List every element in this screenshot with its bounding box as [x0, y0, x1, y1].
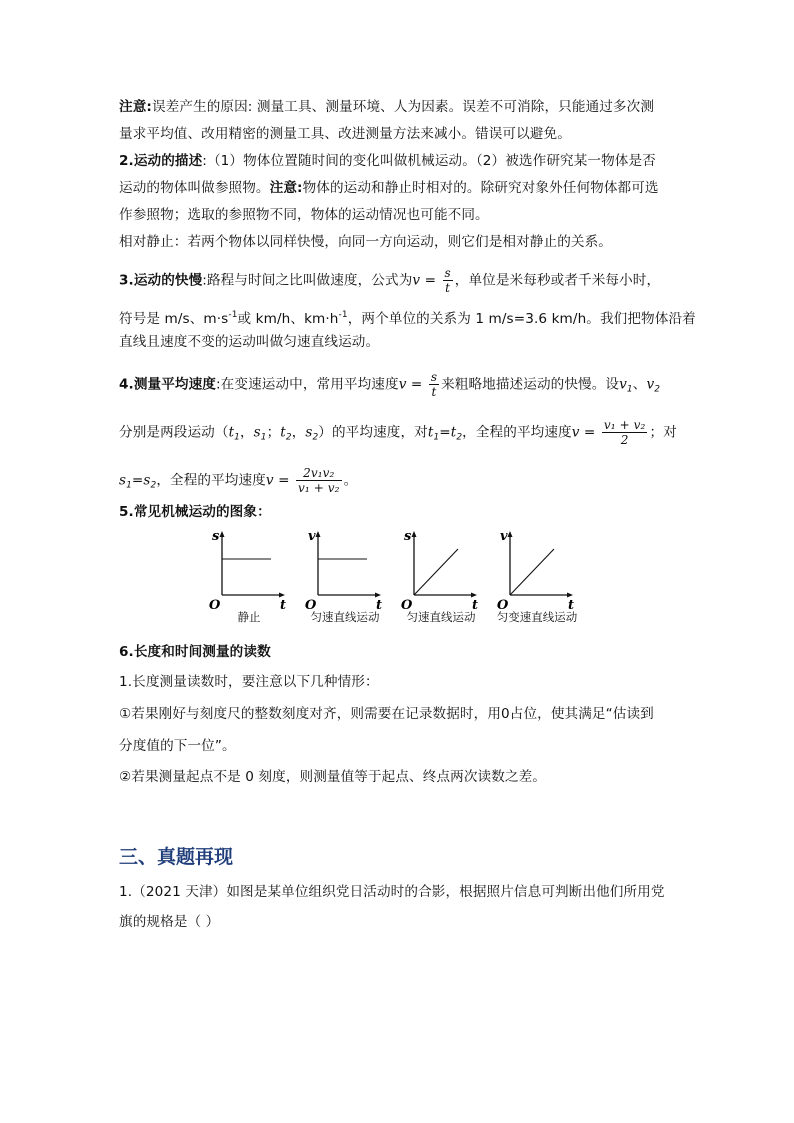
- x-axis-arrow: [279, 593, 285, 598]
- origin-label: O: [209, 598, 221, 613]
- item3-line1: 3.运动的快慢:路程与时间之比叫做速度，公式为v = $\frac{s}{t}$ ，单位是米每秒或者千米每小时，: [119, 266, 661, 295]
- y-axis-arrow: [316, 531, 321, 537]
- item4-heading: 4.测量平均速度: [119, 376, 216, 393]
- section-title: 三、真题再现: [119, 846, 234, 868]
- x-axis-arrow: [471, 593, 477, 598]
- item6-line4: ②若果测量起点不是 0 刻度，则测量值等于起点、终点两次读数之差。: [119, 769, 546, 785]
- y-axis-label: s: [404, 529, 412, 544]
- item3-line2: 符号是 m/s、$m\cdot s^{-1}$或 km/h、$km\cdot h^{-1}$，两个单位的关系为 1 m/s=3.6 km/h。我们把物体沿着: [119, 310, 696, 327]
- motion-graph-caption: 匀变速直线运动: [496, 610, 578, 624]
- x-axis-label: t: [280, 598, 287, 613]
- item4-line2: 分别是两段运动（$t_1$，$s_1$；$t_2$，$s_2$）的平均速度，对$t_1=t_2$，全程的平均速度v = $\frac{\text{v₁ + v₂}}{2}$ ；对: [119, 418, 677, 447]
- motion-line: [414, 549, 458, 595]
- avg-speed-equal-time-fraction: $\frac{\text{v₁ + v₂}}{2}$: [603, 418, 646, 447]
- motion-graph-caption: 静止: [237, 610, 261, 624]
- x-axis-arrow: [375, 593, 381, 598]
- y-axis-arrow: [220, 531, 225, 537]
- origin-label: O: [401, 598, 413, 613]
- item6-line1: 1.长度测量读数时，要注意以下几种情形：: [119, 674, 379, 690]
- motion-graph-caption: 匀速直线运动: [310, 610, 380, 624]
- motion-graph-plot: [401, 527, 491, 617]
- motion-graph-plot: [497, 527, 587, 617]
- item2-heading: 2.运动的描述: [119, 153, 203, 169]
- item2-line1: 2.运动的描述:（1）物体位置随时间的变化叫做机械运动。（2）被选作研究某一物体是否: [119, 153, 656, 169]
- x-axis-label: t: [472, 598, 479, 613]
- avg-speed-fraction: $\frac{s}{t}$: [430, 370, 438, 399]
- y-axis-label: v: [308, 529, 316, 544]
- note-label: 注意:: [119, 99, 152, 115]
- motion-graph-plot: [209, 527, 299, 617]
- motion-graph-plot: [305, 527, 395, 617]
- item2-line4: 相对静止：若两个物体以同样快慢，向同一方向运动，则它们是相对静止的关系。: [119, 234, 612, 250]
- item5-heading: 5.常见机械运动的图象：: [119, 504, 271, 520]
- y-axis-label: s: [212, 529, 220, 544]
- item6-line2: ①若果刚好与刻度尺的整数刻度对齐，则需要在记录数据时，用0占位，使其满足“估读到: [119, 706, 654, 722]
- x-axis-label: t: [568, 598, 575, 613]
- x-axis-arrow: [567, 593, 573, 598]
- x-axis-label: t: [376, 598, 383, 613]
- item4-line3: $s_1=s_2$，全程的平均速度v = $\frac{\text{2v₁v₂}}{\text{v₁ + v₂}}$ 。: [119, 466, 358, 495]
- motion-line: [510, 549, 554, 595]
- item3-heading: 3.运动的快慢: [119, 272, 203, 289]
- question-1-line1: 1.（2021 天津）如图是某单位组织党日活动时的合影，根据照片信息可判断出他们所用党: [119, 884, 665, 900]
- item4-line1: 4.测量平均速度:在变速运动中，常用平均速度v = $\frac{s}{t}$ 来粗略地描述运动的快慢。设$v_1$、$v_2$: [119, 370, 661, 399]
- y-axis-arrow: [412, 531, 417, 537]
- item2-line2: 运动的物体叫做参照物。注意:物体的运动和静止时相对的。除研究对象外任何物体都可选: [119, 180, 659, 196]
- avg-speed-equal-distance-fraction: $\frac{\text{2v₁v₂}}{\text{v₁ + v₂}}$: [298, 466, 340, 495]
- item6-line3: 分度值的下一位”。: [119, 738, 236, 754]
- y-axis-arrow: [508, 531, 513, 537]
- origin-label: O: [305, 598, 317, 613]
- note-error-line1: 注意:误差产生的原因: 测量工具、测量环境、人为因素。误差不可消除，只能通过多次测: [119, 99, 655, 115]
- question-1-line2: 旗的规格是（ ）: [119, 914, 220, 930]
- item3-line3: 直线且速度不变的运动叫做匀速直线运动。: [119, 334, 380, 350]
- speed-formula-fraction: $\frac{s}{t}$: [444, 266, 451, 295]
- item2-line3: 作参照物；选取的参照物不同，物体的运动情况也可能不同。: [119, 207, 489, 223]
- y-axis-label: v: [500, 529, 508, 544]
- item6-heading: 6.长度和时间测量的读数: [119, 644, 271, 660]
- motion-graph-caption: 匀速直线运动: [406, 610, 476, 624]
- origin-label: O: [497, 598, 509, 613]
- note-error-line2: 量求平均值、改用精密的测量工具、改进测量方法来减小。错误可以避免。: [119, 126, 571, 142]
